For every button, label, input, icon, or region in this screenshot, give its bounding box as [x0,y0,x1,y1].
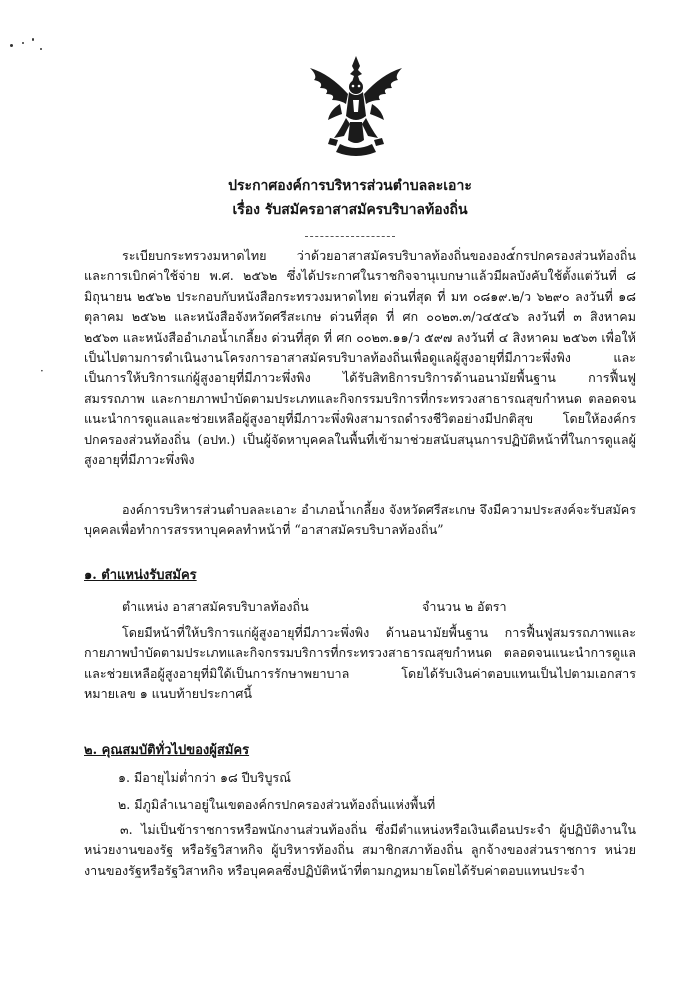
position-label: ตำแหน่ง อาสาสมัครบริบาลท้องถิ่น [122,599,309,614]
section1-heading: ๑. ตำแหน่งรับสมัคร [84,568,197,583]
qualification-item: ๑. มีอายุไม่ต่ำกว่า ๑๘ ปีบริบูรณ์ [118,770,291,785]
scan-speck [40,48,42,50]
qualification-item: ๓. ไม่เป็นข้าราชการหรือพนักงานส่วนท้องถิ่น ซึ่งมีตำแหน่งหรือเงินเดือนประจำ ผู้ปฏิบัติงานในหน่วยงานของรัฐ หรือรัฐวิสาหกิจ ผู้บริหารท้องถิ่น สมาชิกสภาท้องถิ่น ลูกจ้างของส่วนราชการ หน่วยงานของรัฐหรือรัฐวิสาหกิจ หรือบุคคลซึ่งปฏิบัติหน้าที่ตามกฎหมายโดยได้รับค่าตอบแทนประจำ [84,822,636,878]
announcement-paragraph: องค์การบริหารส่วนตำบลละเอาะ อำเภอน้ำเกลี้ยง จังหวัดศรีสะเกษ จึงมีความประสงค์จะรับสมัครบุคคลเพื่อทำการสรรหาบุคคลทำหน้าที่ “อาสาสมัครบริบาลท้องถิ่น” [84,502,636,538]
announcement-subject: เรื่อง รับสมัครอาสาสมัครบริบาลท้องถิ่น [232,202,468,218]
scan-speck [22,42,24,44]
margin-mark: · [40,364,44,378]
scan-speck [10,44,13,47]
position-count: จำนวน ๒ อัตรา [422,599,507,614]
title-divider [305,236,395,237]
scan-speck [32,38,34,41]
section2-heading: ๒. คุณสมบัติทั่วไปของผู้สมัคร [84,743,250,758]
qualification-item: ๒. มีภูมิลำเนาอยู่ในเขตองค์กรปกครองส่วนท้องถิ่นแห่งพื้นที่ [118,797,436,812]
announcement-organization: ประกาศองค์การบริหารส่วนตำบลละเอาะ [228,178,472,194]
garuda-emblem-icon [300,54,412,160]
intro-paragraph: ระเบียบกระทรวงมหาดไทย ว่าด้วยอาสาสมัครบริบาลท้องถิ่นขององ๕์กรปกครองส่วนท้องถิ่น และการเบิกค่าใช้จ่าย พ.ศ. ๒๕๖๒ ซึ่งได้ประกาศในราชกิจจานุเบกษาแล้วมีผลบังคับใช้ตั้งแต่วันที่ ๘ มิถุนายน ๒๕๖๒ ประกอบกับหนังสือกระทรวงมหาดไทย ด่วนที่สุด ที่ มท ๐๘๑๙.๒/ว ๖๒๙๐ ลงวันที่ ๑๘ ตุลาคม ๒๕๖๒ และหนังสือจังหวัดศรีสะเกษ ด่วนที่สุด ที่ ศก ๐๐๒๓.๓/ว๔๕๔๖ ลงวันที่ ๓ สิงหาคม ๒๕๖๓ และหนังสืออำเภอน้ำเกลี้ยง ด่วนที่สุด ที่ ศก ๐๐๒๓.๑๑/ว ๕๙๗ ลงวันที่ ๔ สิงหาคม ๒๕๖๓ เพื่อให้เป็นไปตามการดำเนินงานโครงการอาสาสมัครบริบาลท้องถิ่นเพื่อดูแลผู้สูงอายุที่มีภาวะพึ่งพิง และเป็นการให้บริการแก่ผู้สูงอายุที่มีภาวะพึ่งพิง ได้รับสิทธิการบริการด้านอนามัยพื้นฐาน การฟื้นฟูสมรรถภาพ และกายภาพบำบัดตามประเภทและกิจกรรมบริการที่กระทรวงสาธารณสุขกำหนด ตลอดจนแนะนำการดูแลและช่วยเหลือผู้สูงอายุที่มีภาวะพึ่งพิงสามารถดำรงชีวิตอย่างมีปกติสุข โดยให้องค์กรปกครองส่วนท้องถิ่น (อปท.) เป็นผู้จัดหาบุคคลในพื้นที่เข้ามาช่วยสนับสนุนการปฏิบัติหน้าที่ในการดูแลผู้สูงอายุที่มีภาวะพึ่งพิง [84,248,636,468]
duty-paragraph: โดยมีหน้าที่ให้บริการแก่ผู้สูงอายุที่มีภาวะพึ่งพิง ด้านอนามัยพื้นฐาน การฟื้นฟูสมรรถภาพและกายภาพบำบัดตามประเภทและกิจกรรมบริการที่กระทรวงสาธารณสุขกำหนด ตลอดจนแนะนำการดูแลและช่วยเหลือผู้สูงอายุที่มิใด้เป็นการรักษาพยาบาล โดยได้รับเงินค่าตอบแทนเป็นไปตามเอกสารหมายเลข ๑ แนบท้ายประกาศนี้ [84,625,636,702]
